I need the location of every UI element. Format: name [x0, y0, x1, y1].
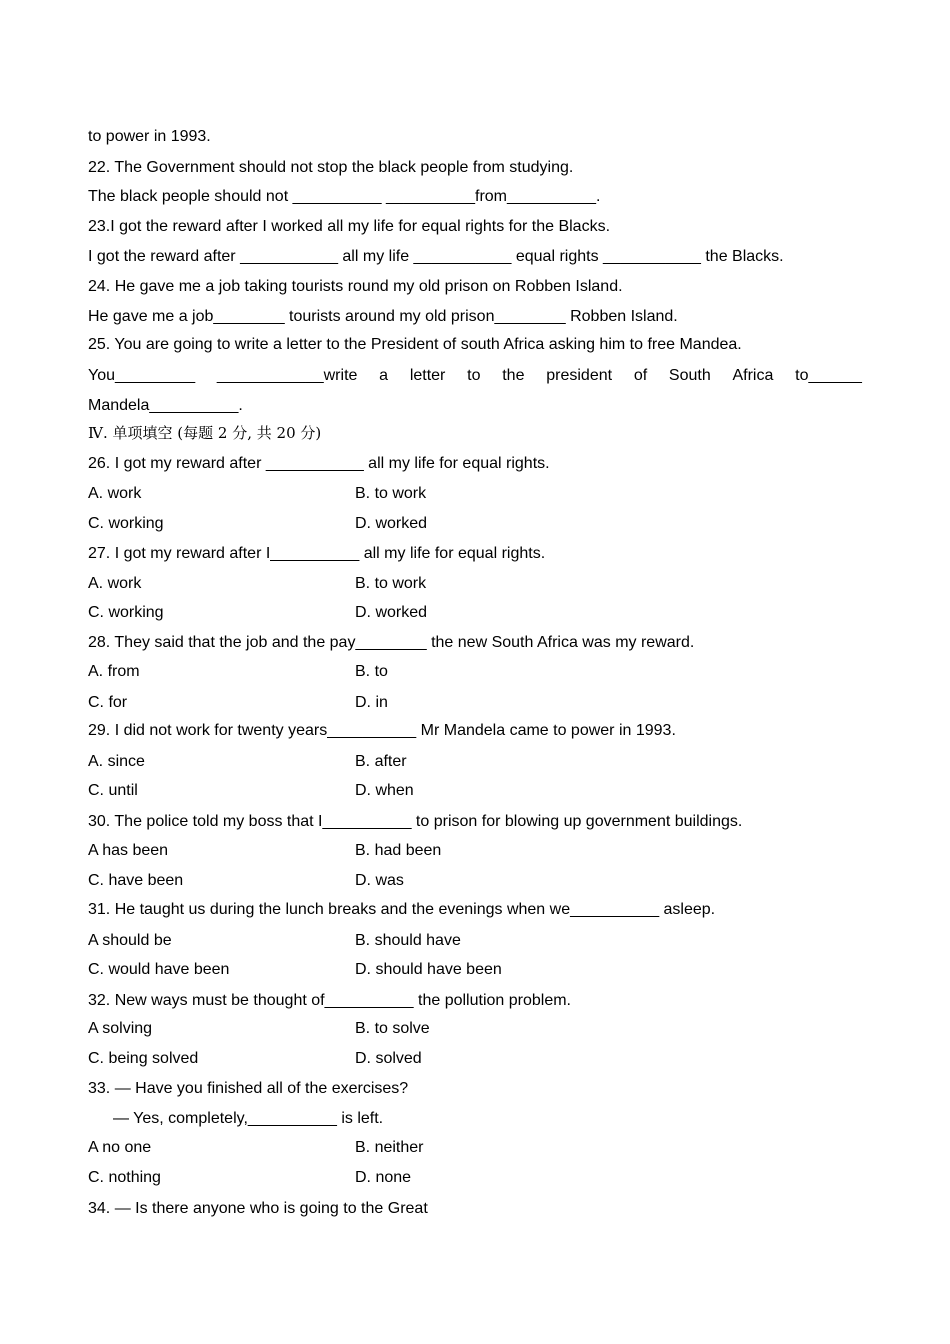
question-25-rewrite-end: Mandela__________. — [88, 397, 243, 414]
word: Africa — [732, 367, 774, 384]
option-a: A should be — [88, 932, 172, 949]
question-25-rewrite-line — [88, 366, 862, 386]
question-stem: 30. The police told my boss that I__________ to prison for blowing up government buildings. — [88, 813, 743, 830]
option-d: D. in — [355, 694, 388, 711]
option-c: C. would have been — [88, 961, 230, 978]
option-a: A. since — [88, 753, 145, 770]
word: of — [633, 367, 648, 384]
word: a — [379, 367, 389, 384]
option-c: C. working — [88, 604, 164, 621]
option-d: D. worked — [355, 604, 428, 621]
word: letter — [409, 367, 446, 384]
option-a: A no one — [88, 1139, 152, 1156]
question-23-rewrite: I got the reward after ___________ all my life ___________ equal rights ___________ the Blacks. — [88, 248, 784, 265]
question-stem: 28. They said that the job and the pay________ the new South Africa was my reward. — [88, 634, 695, 651]
option-a: A. work — [88, 485, 142, 502]
option-d: D. worked — [355, 515, 428, 532]
option-c: C. nothing — [88, 1169, 161, 1186]
word: ____________write — [216, 367, 358, 384]
question-23: 23.I got the reward after I worked all my life for equal rights for the Blacks. — [88, 218, 611, 235]
option-a: A. from — [88, 663, 140, 680]
question-stem: 29. I did not work for twenty years__________ Mr Mandela came to power in 1993. — [88, 722, 676, 739]
question-25: 25. You are going to write a letter to the President of south Africa asking him to free Mandea. — [88, 336, 742, 353]
question-22-rewrite: The black people should not __________ __________from__________. — [88, 188, 601, 205]
option-c: C. for — [88, 694, 128, 711]
question-stem: 26. I got my reward after ___________ all my life for equal rights. — [88, 455, 550, 472]
option-a: A. work — [88, 575, 142, 592]
option-d: D. should have been — [355, 961, 502, 978]
word: president — [546, 367, 613, 384]
option-c: C. have been — [88, 872, 184, 889]
word: You_________ — [88, 367, 196, 384]
option-b: B. should have — [355, 932, 461, 949]
option-c: C. working — [88, 515, 164, 532]
option-b: B. had been — [355, 842, 442, 859]
option-a: A solving — [88, 1020, 153, 1037]
option-b: B. to work — [355, 575, 427, 592]
option-b: B. after — [355, 753, 407, 770]
section-heading: Ⅳ. 单项填空 (每题 2 分, 共 20 分) — [88, 424, 322, 442]
word: the — [502, 367, 525, 384]
question-24-rewrite: He gave me a job________ tourists around my old prison________ Robben Island. — [88, 308, 678, 325]
option-c: C. being solved — [88, 1050, 199, 1067]
option-d: D. solved — [355, 1050, 422, 1067]
question-24: 24. He gave me a job taking tourists round my old prison on Robben Island. — [88, 278, 623, 295]
text-line: to power in 1993. — [88, 128, 211, 145]
option-a: A has been — [88, 842, 169, 859]
option-b: B. to solve — [355, 1020, 430, 1037]
question-stem-reply: — Yes, completely,__________ is left. — [113, 1110, 384, 1127]
question-stem: 31. He taught us during the lunch breaks and the evenings when we__________ asleep. — [88, 901, 716, 918]
question-stem: 33. — Have you finished all of the exercises? — [88, 1080, 409, 1097]
option-b: B. to work — [355, 485, 427, 502]
option-b: B. to — [355, 663, 388, 680]
word: South — [668, 367, 711, 384]
option-d: D. when — [355, 782, 414, 799]
option-c: C. until — [88, 782, 138, 799]
option-d: D. was — [355, 872, 404, 889]
question-stem: 27. I got my reward after I__________ all my life for equal rights. — [88, 545, 546, 562]
question-22: 22. The Government should not stop the black people from studying. — [88, 159, 574, 176]
word: to______ — [795, 367, 862, 384]
question-stem: 34. — Is there anyone who is going to the Great — [88, 1200, 428, 1217]
option-b: B. neither — [355, 1139, 424, 1156]
word: to — [467, 367, 481, 384]
question-stem: 32. New ways must be thought of__________ the pollution problem. — [88, 992, 571, 1009]
option-d: D. none — [355, 1169, 412, 1186]
